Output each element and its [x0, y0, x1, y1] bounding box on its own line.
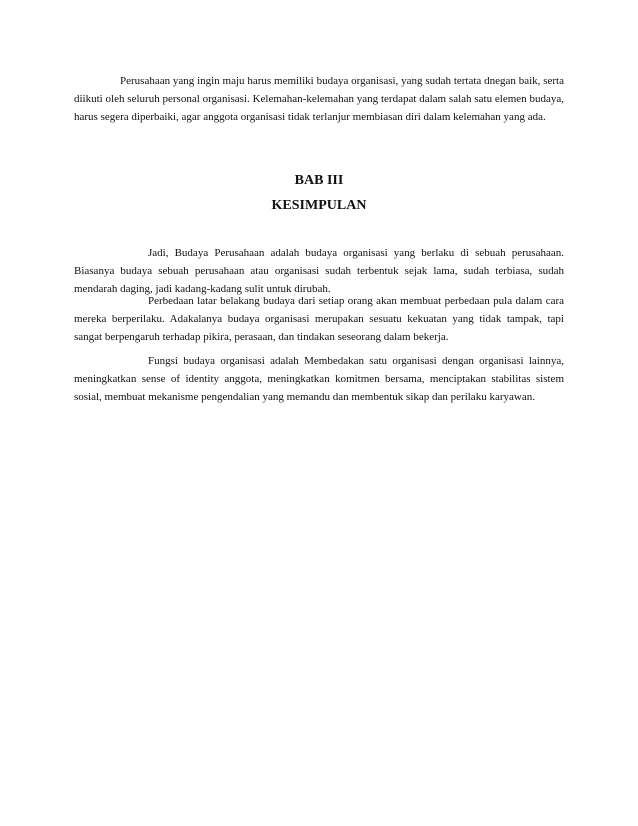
intro-paragraph: Perusahaan yang ingin maju harus memiliki budaya organisasi, yang sudah tertata dnegan baik, serta diikuti oleh seluruh personal organisasi. Kelemahan-kelemahan yang terdapat dalam salah satu elemen budaya, harus segera diperbaiki, agar anggota organisasi tidak terlanjur membiasan diri dalam kelemahan yang ada. [74, 75, 564, 123]
conclusion-paragraph-3: Fungsi budaya organisasi adalah Membedakan satu organisasi dengan organisasi lainnya, meningkatkan sense of identity anggota, meningkatkan komitmen bersama, menciptakan stabilitas sistem sosial, membuat mekanisme pengendalian yang memandu dan membentuk sikap dan perilaku karyawan. [74, 355, 564, 403]
conclusion-paragraph-2: Perbedaan latar belakang budaya dari setiap orang akan membuat perbedaan pula dalam cara mereka berperilaku. Adakalanya budaya organisasi merupakan sesuatu kekuatan yang tidak tampak, tapi sangat berpengaruh terhadap pikira, perasaan, dan tindakan seseorang dalam bekerja. [74, 295, 564, 343]
conclusion-paragraph-1: Jadi, Budaya Perusahaan adalah budaya organisasi yang berlaku di sebuah perusahaan. Biasanya budaya sebuah perusahaan atau organisasi sudah terbentuk sejak lama, sudah terbiasa, sudah mendarah daging, jadi kadang-kadang sulit untuk dirubah. [74, 247, 564, 295]
chapter-number: BAB III [294, 173, 344, 188]
chapter-title: KESIMPULAN [271, 198, 367, 213]
